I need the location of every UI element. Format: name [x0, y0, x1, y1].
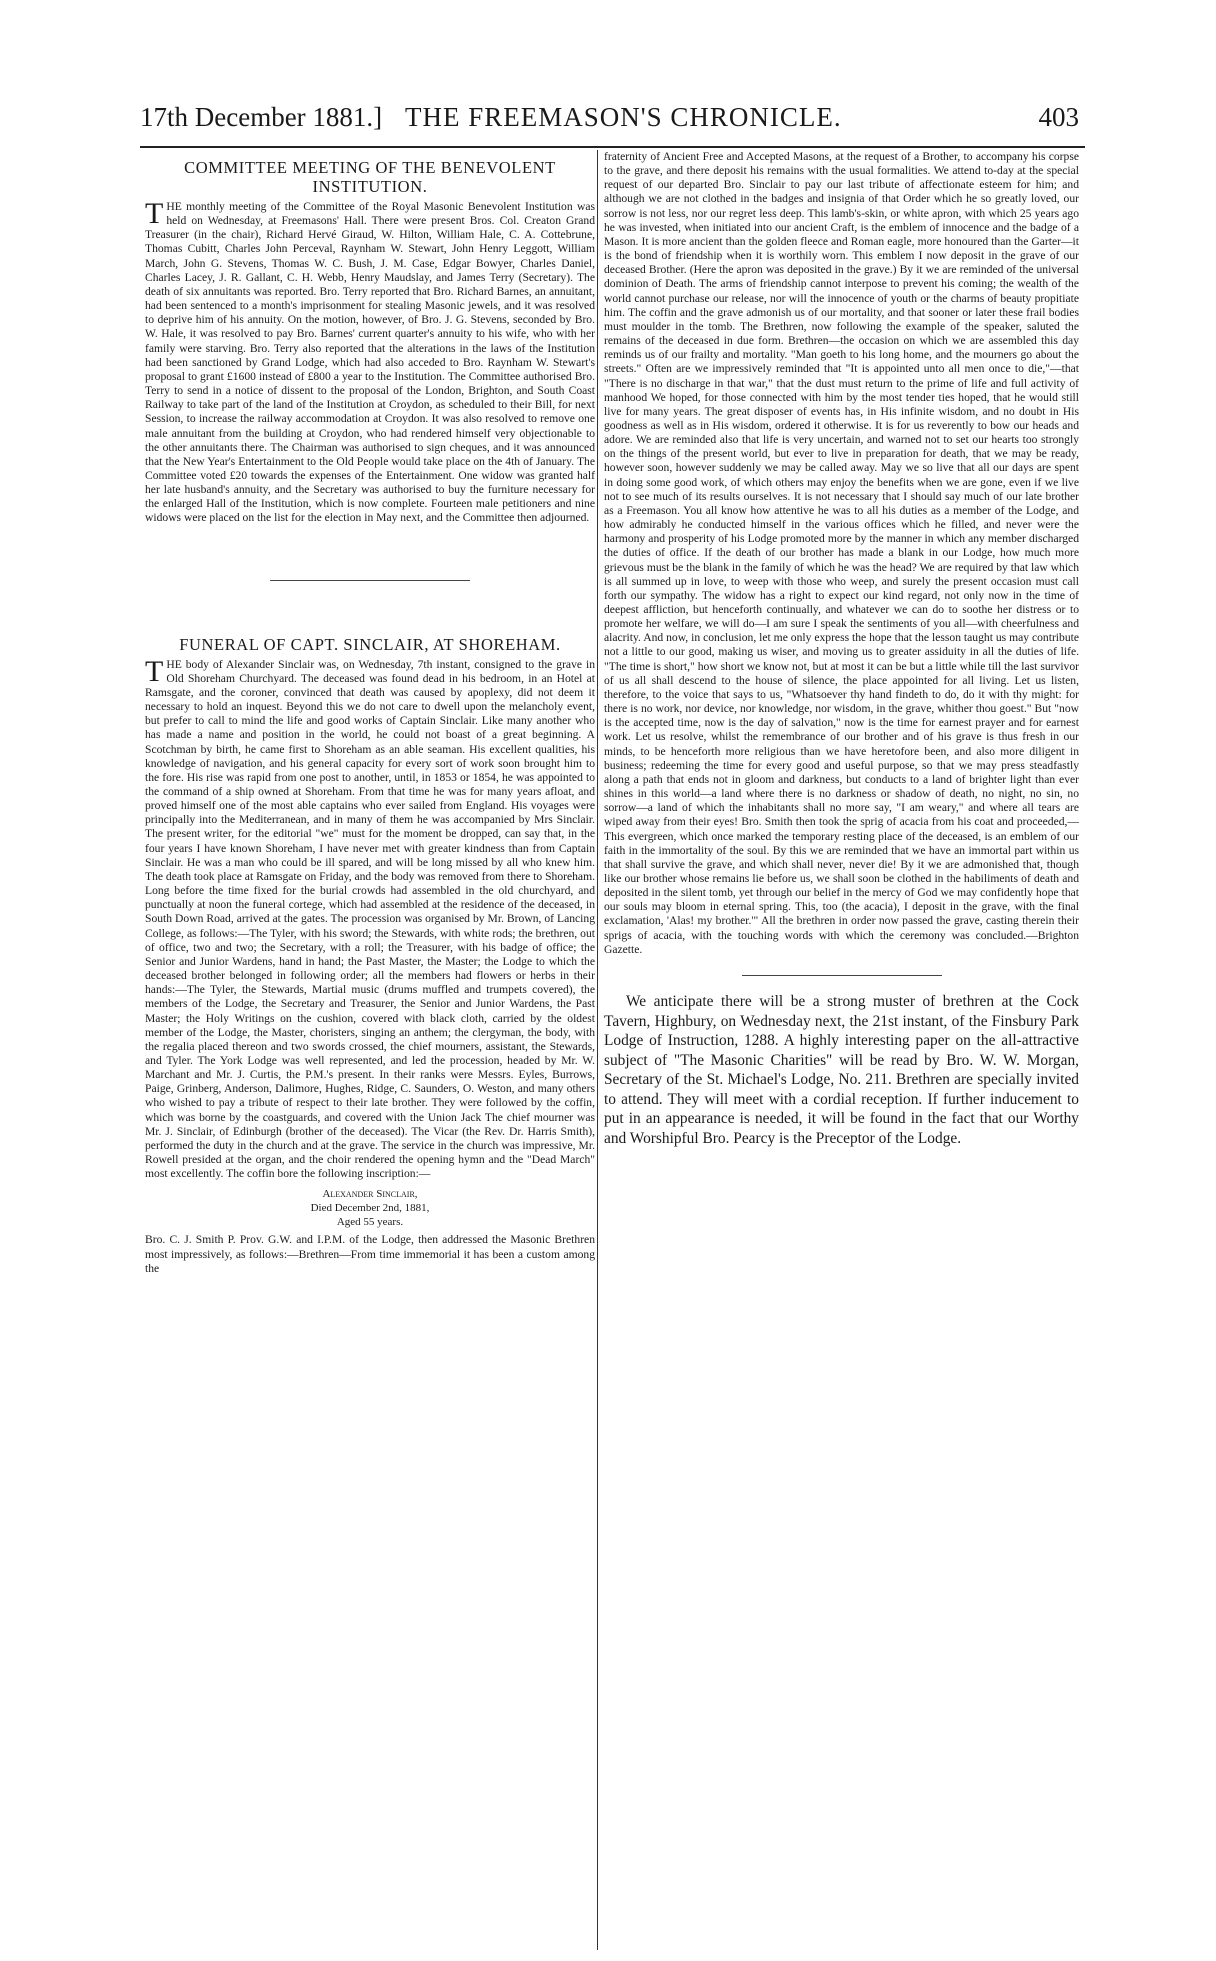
- header-title: THE FREEMASON'S CHRONICLE.: [405, 102, 842, 132]
- article-separator: [270, 580, 470, 581]
- page-header: [140, 100, 1085, 140]
- article2-body: [145, 654, 595, 1182]
- article2-headline: FUNERAL OF CAPT. SINCLAIR, AT SHOREHAM.: [179, 634, 561, 654]
- header-date: 17th December 1881.]: [140, 102, 383, 132]
- article1-headline: COMMITTEE MEETING OF THE BENEVOLENT INSTITUTION.: [184, 158, 556, 196]
- right-column: [604, 150, 1079, 1950]
- article2-text: HE body of Alexander Sinclair was, on Wednesday, 7th instant, consigned to the grave in Old Shoreham Churchyard. The deceased was found dead in his bedroom, in an Hotel at Ramsgate, and the coroner, convinced that death was caused by apoplexy, did not deem it necessary to hold an inquest. Beyond this we do not care to dwell upon the melancholy event, but prefer to call to mind the life and good works of Captain Sinclair. Like many another who has made a name and position in the world, he could not boast of a great beginning. A Scotchman by birth, he came first to Shoreham as an able seaman. His excellent qualities, his knowledge of navigation, and his general capacity for every sort of work soon brought him to the fore. His rise was rapid from one post to another, until, in 1853 or 1854, he was appointed to the command of a ship owned at Shoreham. From that time he was for many years afloat, and proved himself one of the most able captains who ever sailed from England. His voyages were principally into the Mediterranean, and in many of them he was accompanied by Mrs Sinclair. The present writer, for the editorial "we" must for the moment be dropped, can say that, in the four years I have known Shoreham, I have never met with greater kindness than from Captain Sinclair. He was a man who could be ill spared, and will be long missed by all who knew him. The death took place at Ramsgate on Friday, and the body was removed from there to Shoreham. Long before the time fixed for the burial crowds had assembled in the old churchyard, and punctually at noon the funeral cortege, which had assembled at the residence of the deceased, in South Down Road, arrived at the gates. The procession was organised by Mr. Brown, of Lancing College, as follows:—The Tyler, with his sword; the Stewards, with white rods; the brethren, out of office, two and two; the Secretary, with a roll; the Treasurer, with his badge of office; the Senior and Junior Wardens, hand in hand; the Past Master, the Master; the Lodge to which the deceased brother belonged in following order; all the members had flowers or herbs in their hands:—The Tyler, the Stewards, Martial music (drums muffled and trumpets covered), the members of the Lodge, the Secretary and Treasurer, the Senior and Junior Wardens, the Past Master; the Holy Writings on the cushion, covered with black cloth, carried by the oldest member of the Lodge, the Master, choristers, singing an anthem; the clergyman, the body, with the regalia placed thereon and two swords crossed, the chief mourners, assistant, the Stewards, and Tyler. The York Lodge was well represented, and led the procession, headed by Mr. W. Marchant and Mr. J. Curtis, the P.M.'s present. In their ranks were Messrs. Eyles, Burrows, Paige, Grinberg, Anderson, Dalimore, Hughes, Ridge, C. Saunders, O. Weston, and many others who wished to pay a tribute of respect to their late brother. They were followed by the coffin, which was borne by the coastguards, and covered with the Union Jack The chief mourner was Mr. J. Sinclair, of Edinburgh (brother of the deceased). The Vicar (the Rev. Dr. Harris Smith), performed the duty in the church and at the grave. The service in the church was impressive, Mr. Rowell presided at the organ, and the choir rendered the opening hymn and the "Dead March" most excellently. The coffin bore the following inscription:—: [145, 657, 595, 1181]
- lodge-notice: We anticipate there will be a strong muster of brethren at the Cock Tavern, Highbury, on Wednesday next, the 21st instant, of the Finsbury Park Lodge of Instruction, 1288. A highly interesting paper on the all-attractive subject of "The Masonic Charities" will be read by Bro. W. W. Morgan, Secretary of the St. Michael's Lodge, No. 211. Brethren are specially invited to attend. They will meet with a cordial reception. If further inducement to put in an appearance is needed, it will be found in the fact that our Worthy and Worshipful Bro. Pearcy is the Preceptor of the Lodge.: [604, 992, 1079, 1148]
- article2-body-end: Bro. C. J. Smith P. Prov. G.W. and I.P.M. of the Lodge, then addressed the Masonic Brethren most impressively, as follows:—Brethren—From time immemorial it has been a custom among the: [145, 1233, 595, 1275]
- inscription-line: Died December 2nd, 1881,: [310, 1202, 430, 1215]
- header-page-number: 403: [1038, 102, 1079, 132]
- article1-text: HE monthly meeting of the Committee of the Royal Masonic Benevolent Institution was held on Wednesday, at Freemasons' Hall. There were present Bros. Col. Creaton Grand Treasurer (in the chair), Richard Hervé Giraud, W. Hilton, William Hale, C. A. Cottebrune, Thomas Cubitt, Charles John Perceval, Raynham W. Stewart, John Henry Leggott, William March, John G. Stevens, Thomas W. C. Bush, J. M. Case, Edgar Bowyer, Charles Daniel, Charles Lacey, J. R. Gallant, C. H. Webb, Henry Maudslay, and James Terry (Secretary). The death of six annuitants was reported. Bro. Terry reported that Bro. Richard Barnes, an annuitant, had been sentenced to a month's imprisonment for stealing Masonic jewels, and it was resolved to deprive him of his annuity. On the motion, however, of Bro. J. G. Stevens, seconded by Bro. W. Hale, it was resolved to pay Bro. Barnes' current quarter's annuity to his wife, who with her family were starving. Bro. Terry also reported that the alterations in the laws of the Institution had been sanctioned by Grand Lodge, which had also acceded to Bro. Raynham W. Stewart's proposal to grant £1600 instead of £800 a year to the Institution. The Committee authorised Bro. Terry to send in a notice of dissent to the proposal of the London, Brighton, and South Coast Railway to take part of the land of the Institution at Croydon, as scheduled to their Bill, for next Session, to increase the railway accommodation at Croydon. It was also resolved to remove one male annuitant from the building at Croydon, who had rendered himself very objectionable to the other annuitants there. The Chairman was authorised to sign cheques, and it was announced that the New Year's Entertainment to the Old People would take place on the 4th of January. The Committee voted £20 towards the expenses of the Entertainment. One widow was granted half her late husband's annuity, and the Secretary was authorised to buy the furniture necessary for the enlarged Hall of the Institution, which is now complete. Fourteen male petitioners and nine widows were placed on the list for the election in May next, and the Committee then adjourned.: [145, 200, 595, 525]
- notice-separator: [742, 975, 942, 976]
- article1-body: [145, 197, 595, 526]
- article2-continuation: fraternity of Ancient Free and Accepted Masons, at the request of a Brother, to accompany his corpse to the grave, and there deposit his remains with the usual formalities. We attend to-day at the special request of our departed Bro. Sinclair to pay our last tribute of affectionate esteem for him; and although we are not clothed in the badges and insignia of that Order which he so greatly loved, our sorrow is not less, nor our regret less deep. This lamb's-skin, or white apron, with which 25 years ago he was invested, when initiated into our ancient Craft, is the emblem of innocence and the badge of a Mason. It is more ancient than the golden fleece and Roman eagle, more honoured than the Garter—it is the bond of friendship when it is worthily worn. This emblem I now deposit in the grave of our deceased Brother. (Here the apron was deposited in the grave.) By it we are reminded of the universal dominion of Death. The arms of friendship cannot interpose to prevent his coming; the wealth of the world cannot purchase our release, nor will the innocence of youth or the charms of beauty propitiate him. The coffin and the grave admonish us of our mortality, and that sooner or later these frail bodies must moulder in the tomb. The Brethren, now following the example of the speaker, saluted the remains of the deceased in due form. Brethren—the occasion on which we are assembled this day reminds us of our frailty and mortality. "Man goeth to his long home, and the mourners go about the streets." Often are we impressively reminded that "It is appointed unto all men once to die,"—that "There is no discharge in that war," that the dust must return to the prime of life and full activity of manhood We hoped, for those connected with him by the most tender ties hoped, that he would still live for many years. The great disposer of events has, in His infinite wisdom, and no doubt in His goodness as well as in His wisdom, ordered it otherwise. It is for us reverently to bow our heads and adore. We are reminded also that life is very uncertain, and warned not to set our hearts too strongly on the things of the present world, but ever to live in preparation for death, that we may be ready, however soon, however suddenly we may be called away. May we so live that all our days are spent in doing some good work, of which others may enjoy the benefits when we are gone, even if we live not to see much of its results ourselves. It is not necessary that I should say much of our late brother as a Freemason. You all know how attentive he was to all his duties as a member of the Lodge, and how admirably he conducted himself in the various offices which he filled, and never were the harmony and prosperity of his Lodge promoted more by the manner in which any member discharged the duties of office. If the death of our brother has made a blank in our Lodge, how much more grievous must be the blank in the family of which he was the head? We are required by that law which is all summed up in love, to weep with those who weep, and surely the present occasion must call forth our sympathy. The widow has a right to expect our kind regard, not only now in the time of deepest affliction, but henceforth continually, and whatever we can do to soothe her distress or to promote her welfare, we will do—I am sure I speak the sentiments of you all—with cheerfulness and alacrity. And now, in conclusion, let me only express the hope that the lesson taught us may contribute not a little to our good, making us wiser, and moving us to greater assiduity in all the duties of life. "The time is short," how short we know not, but at most it can be but a little while till the last survivor of us all shall descend to the house of silence, the place appointed for all living. Let us listen, therefore, to the voice that says to us, "Whatsoever thy hand findeth to do, do it with thy might: for there is no work, nor device, nor knowledge, nor wisdom, in the grave, whither thou goest." But "now is the accepted time, now is the day of salvation," now is the time for earnest prayer and for earnest work. Let us resolve, whilst the remembrance of our brother and of his grave is thus fresh in our minds, to be henceforth more religious than we have heretofore been, and also more diligent in business; redeeming the time for every good and useful purpose, so that we may press steadfastly along a path that ends not in gloom and darkness, but conducts to a land of brighter light than ever shines in this world—a land where there is no darkness or shadow of death, no night, no sin, no sorrow—a land of which the inhabitants shall no more say, "I am weary," and where all tears are wiped away from their eyes! Bro. Smith then took the sprig of acacia from his coat and proceeded,—This evergreen, which once marked the temporary resting place of the deceased, is an emblem of our faith in the immortality of the soul. By this we are reminded that we have an immortal part within us that shall survive the grave, and which shall never, never die! By it we are admonished that, though like our brother whose remains lie before us, we shall soon be clothed in the habiliments of death and deposited in the silent tomb, yet through our belief in the mercy of God we may confidently hope that our souls may bloom in eternal spring. This, too (the acacia), I deposit in the grave, with the final exclamation, 'Alas! my brother.'" All the brethren in order now passed the grave, casting therein their sprigs of acacia, with the touching words with which the ceremony was concluded.—Brighton Gazette.: [604, 150, 1079, 956]
- inscription-line: Aged 55 years.: [336, 1216, 404, 1229]
- article1-drop-cap: T: [145, 197, 164, 230]
- column-divider: [597, 150, 598, 1950]
- coffin-inscription: [145, 1187, 595, 1229]
- left-column: [145, 150, 595, 1950]
- article2-drop-cap: T: [145, 654, 164, 688]
- header-rule: [140, 146, 1085, 148]
- inscription-line: Alexander Sinclair,: [322, 1188, 418, 1201]
